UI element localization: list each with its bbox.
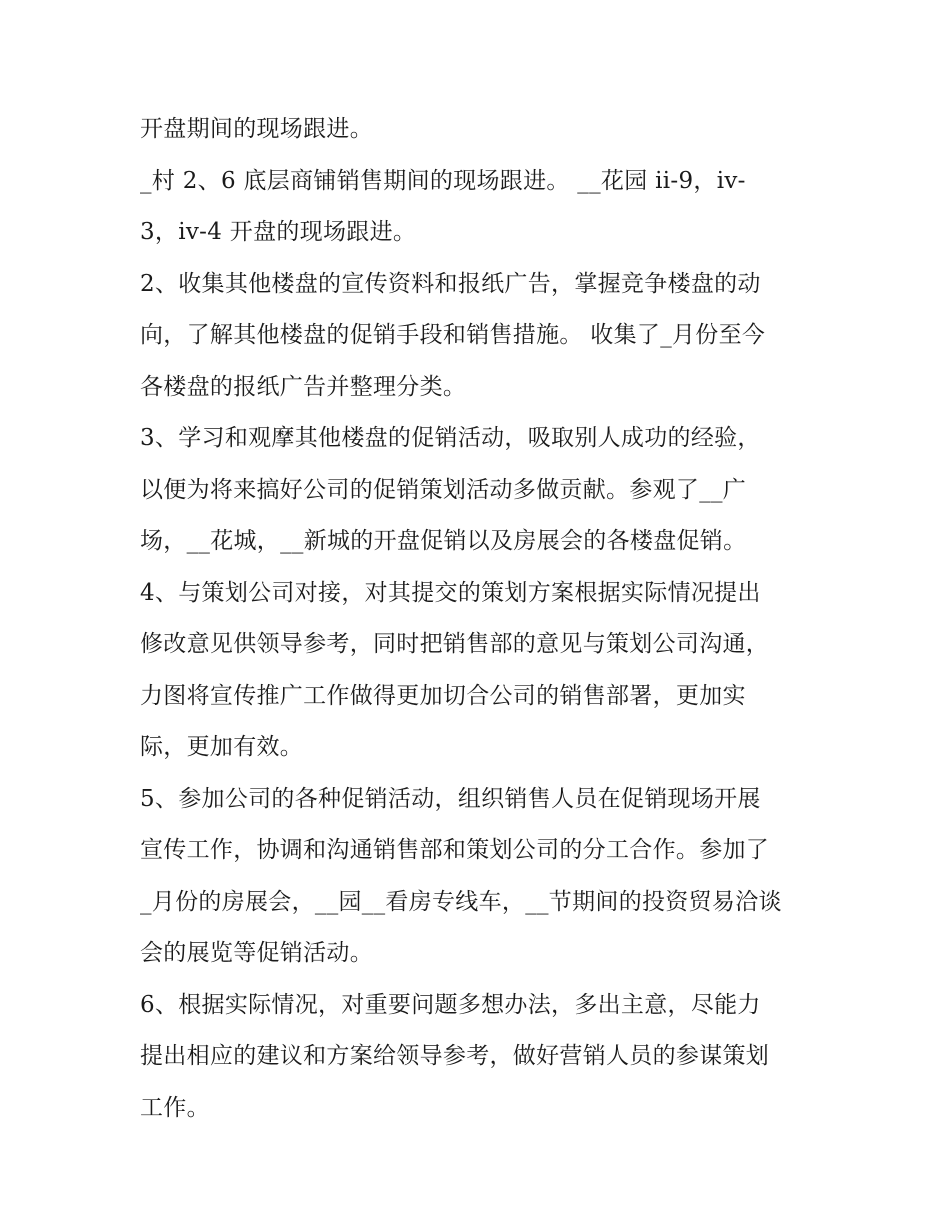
text-line: 3，iv-4 开盘的现场跟进。 (140, 219, 417, 245)
text-line: 5、参加公司的各种促销活动，组织销售人员在促销现场开展 (140, 785, 761, 812)
text-line: 2、收集其他楼盘的宣传资料和报纸广告，掌握竞争楼盘的动 (140, 270, 761, 297)
text-line: 以便为将来搞好公司的促销策划活动多做贡献。参观了__广 (140, 476, 747, 503)
text-line: 提出相应的建议和方案给领导参考，做好营销人员的参谋策划 (140, 1043, 770, 1069)
text-line: 力图将宣传推广工作做得更加切合公司的销售部署，更加实 (140, 682, 746, 709)
text-line: 宣传工作，协调和沟通销售部和策划公司的分工合作。参加了 (140, 837, 770, 863)
text-line: 场，__花城，__新城的开盘促销以及房展会的各楼盘促销。 (140, 528, 747, 554)
text-line: 工作。 (140, 1094, 210, 1121)
text-line: 修改意见供领导参考，同时把销售部的意见与策划公司沟通， (140, 631, 770, 657)
text-line: _月份的房展会，__园__看房专线车，__节期间的投资贸易洽谈 (140, 888, 782, 915)
text-line: 际，更加有效。 (140, 734, 304, 760)
text-line: 各楼盘的报纸广告并整理分类。 (140, 373, 467, 400)
text-line: 6、根据实际情况，对重要问题多想办法，多出主意，尽能力 (140, 991, 761, 1018)
text-line: 会的展览等促销活动。 (140, 940, 373, 966)
text-line: 4、与策划公司对接，对其提交的策划方案根据实际情况提出 (140, 579, 761, 606)
text-line: 3、学习和观摩其他楼盘的促销活动，吸取别人成功的经验， (140, 425, 761, 451)
text-line: 向，了解其他楼盘的促销手段和销售措施。 收集了_月份至今 (140, 322, 766, 348)
text-line: 开盘期间的现场跟进。 (140, 116, 373, 142)
document-body (140, 104, 820, 1134)
text-line: _村 2、6 底层商铺销售期间的现场跟进。 __花园 ii-9，iv- (140, 167, 746, 194)
